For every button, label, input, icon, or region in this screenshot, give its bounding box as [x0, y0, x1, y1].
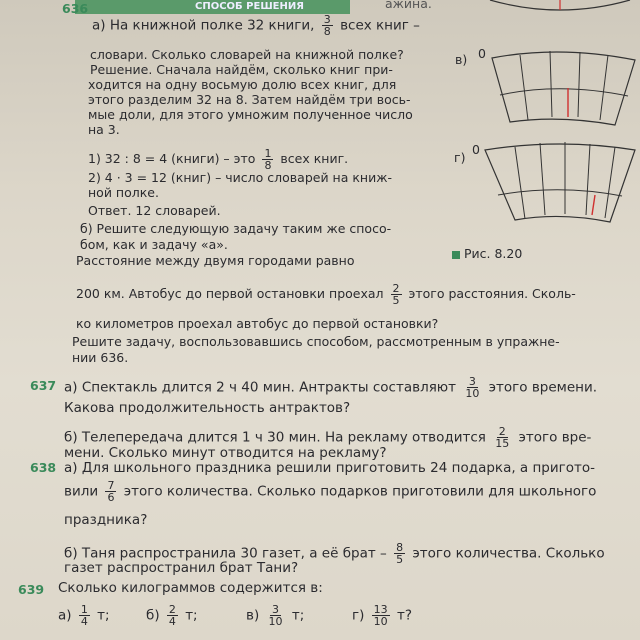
figure-g-div [586, 144, 590, 215]
p638-b1-text: б) Таня распространила 30 газет, а её брат – [64, 545, 387, 562]
p638-a2 [64, 480, 596, 503]
fraction-numerator: 13 [373, 603, 388, 616]
p636-line1-end: всех книг – [340, 17, 420, 34]
figure-zero-g: 0 [472, 142, 480, 157]
item-label: б) [146, 607, 160, 624]
p636-line2: словари. Сколько словарей на книжной полке? [90, 47, 404, 62]
figure-v-div [520, 55, 528, 120]
problem-number-637: 637 [30, 378, 57, 393]
fraction-numerator: 2 [168, 603, 176, 616]
fraction-denominator: 4 [168, 615, 176, 628]
figure-g-marker [592, 195, 595, 215]
fraction-numerator: 1 [264, 147, 272, 160]
p636-line1-text: а) На книжной полке 32 книги, [92, 17, 315, 34]
figure-g-div [515, 147, 525, 219]
p636-step1 [88, 148, 348, 171]
p639-item-b [146, 604, 198, 627]
problem-number-639: 639 [18, 582, 45, 597]
p636-b2: бом, как и задачу «а». [80, 237, 228, 252]
fraction [267, 604, 285, 627]
fraction-denominator: 6 [107, 491, 115, 504]
fraction-denominator: 10 [268, 615, 283, 628]
figure-zero-v: 0 [478, 46, 486, 61]
p638-a2-end: этого количества. Сколько подарков приготовили для школьного [123, 483, 597, 500]
fraction-numerator: 7 [107, 479, 115, 492]
p636-line4: ходится на одну восьмую долю всех книг, для [88, 77, 397, 92]
figure-v-midarc [500, 89, 628, 96]
figure-g-div [605, 147, 615, 218]
fraction [391, 283, 402, 306]
p636-line1 [92, 14, 420, 37]
p638-a3: праздника? [64, 512, 148, 528]
p639-question: Сколько килограммов содержится в: [58, 580, 323, 596]
p638-b1-end: этого количества. Сколько [412, 545, 605, 562]
p638-b2: газет распространил брат Тани? [64, 560, 299, 576]
p637-a1 [64, 376, 597, 399]
p636-b1: б) Решите следующую задачу таким же спосо- [80, 221, 392, 236]
figure-g-outline [485, 144, 635, 222]
problem-number-636: 636 [62, 1, 89, 16]
fraction-numerator: 2 [498, 425, 506, 438]
p637-a1-end: этого времени. [488, 379, 598, 396]
figure-caption [452, 246, 522, 261]
caption-marker-icon [452, 251, 460, 259]
fraction-denominator: 4 [80, 615, 88, 628]
figure-g [485, 142, 635, 222]
p639-item-g [352, 604, 412, 627]
fraction-numerator: 3 [272, 603, 280, 616]
fraction [322, 14, 333, 37]
fraction-denominator: 10 [465, 387, 480, 400]
p636-b5: ко километров проехал автобус до первой остановки? [76, 316, 439, 331]
fraction [463, 376, 481, 399]
fraction [105, 480, 116, 503]
p636-b4-text: 200 км. Автобус до первой остановки проехал [76, 286, 384, 301]
figure-label-g: г) [454, 150, 466, 165]
p636-c1: Решите задачу, воспользовавшись способом, рассмотренным в упражне- [72, 334, 560, 349]
figure-v-div [578, 52, 580, 117]
p637-a2: Какова продолжительность антрактов? [64, 400, 351, 416]
p636-step2: 2) 4 · 3 = 12 (книг) – число словарей на книж- [88, 170, 392, 185]
p636-line5: этого разделим 32 на 8. Затем найдём три вось- [88, 92, 411, 107]
fraction [262, 148, 273, 171]
fraction [493, 426, 511, 449]
item-label: а) [58, 607, 72, 624]
fraction-numerator: 8 [396, 541, 404, 554]
p637-a1-text: а) Спектакль длится 2 ч 40 мин. Антракты составляют [64, 379, 457, 396]
item-label: в) [246, 607, 260, 624]
p636-step1-end: всех книг. [280, 151, 349, 166]
fraction-numerator: 3 [468, 375, 476, 388]
p639-item-v [246, 604, 304, 627]
figure-g-div [540, 143, 545, 215]
fraction-denominator: 5 [396, 553, 404, 566]
figure-v-div [600, 55, 608, 120]
section-header-title: СПОСОБ РЕШЕНИЯ [195, 1, 304, 12]
figure-8-20 [440, 0, 640, 250]
p636-b4-end: этого расстояния. Сколь- [408, 286, 576, 301]
fraction-denominator: 5 [392, 294, 400, 307]
fraction-denominator: 10 [373, 615, 388, 628]
item-unit: т; [291, 607, 305, 624]
figure-v-div [550, 51, 552, 117]
figure-label-v: в) [455, 52, 468, 67]
p637-b2: мени. Сколько минут отводится на рекламу? [64, 445, 387, 461]
item-label: г) [352, 607, 365, 624]
p636-b3: Расстояние между двумя городами равно [76, 253, 355, 268]
p636-c2: нии 636. [72, 350, 129, 365]
corner-text: ажина. [385, 0, 432, 11]
p636-step1-text: 1) 32 : 8 = 4 (книги) – это [88, 151, 256, 166]
p636-step2b: ной полке. [88, 185, 159, 200]
fraction-denominator: 8 [264, 159, 272, 172]
p636-line3: Решение. Сначала найдём, сколько книг при- [90, 62, 393, 77]
p637-b1-text: б) Телепередача длится 1 ч 30 мин. На рекламу отводится [64, 429, 486, 446]
problem-number-638: 638 [30, 460, 57, 475]
item-unit: т; [97, 607, 110, 624]
figure-caption-text: Рис. 8.20 [464, 246, 523, 261]
fraction-numerator: 3 [323, 13, 331, 26]
p636-line6: мые доли, для этого умножим полученное число [88, 107, 413, 122]
fraction [79, 604, 90, 627]
item-unit: т? [396, 607, 412, 624]
figure-v [492, 51, 635, 125]
p636-answer: Ответ. 12 словарей. [88, 203, 221, 218]
fraction-numerator: 2 [392, 282, 400, 295]
section-header [75, 0, 350, 14]
fraction [394, 542, 405, 565]
p636-line7: на 3. [88, 122, 120, 137]
figure-g-midarc [498, 190, 622, 196]
p637-b1-end: этого вре- [518, 429, 592, 446]
p638-a1: а) Для школьного праздника решили приготовить 24 подарка, а пригото- [64, 460, 596, 476]
p638-a2-text: вили [64, 483, 99, 500]
p636-b4 [76, 283, 576, 306]
fraction-denominator: 15 [495, 437, 510, 450]
fraction [167, 604, 178, 627]
p639-item-a [58, 604, 110, 627]
fraction-numerator: 1 [80, 603, 88, 616]
item-unit: т; [185, 607, 198, 624]
fraction-denominator: 8 [323, 25, 331, 38]
fraction [372, 604, 390, 627]
